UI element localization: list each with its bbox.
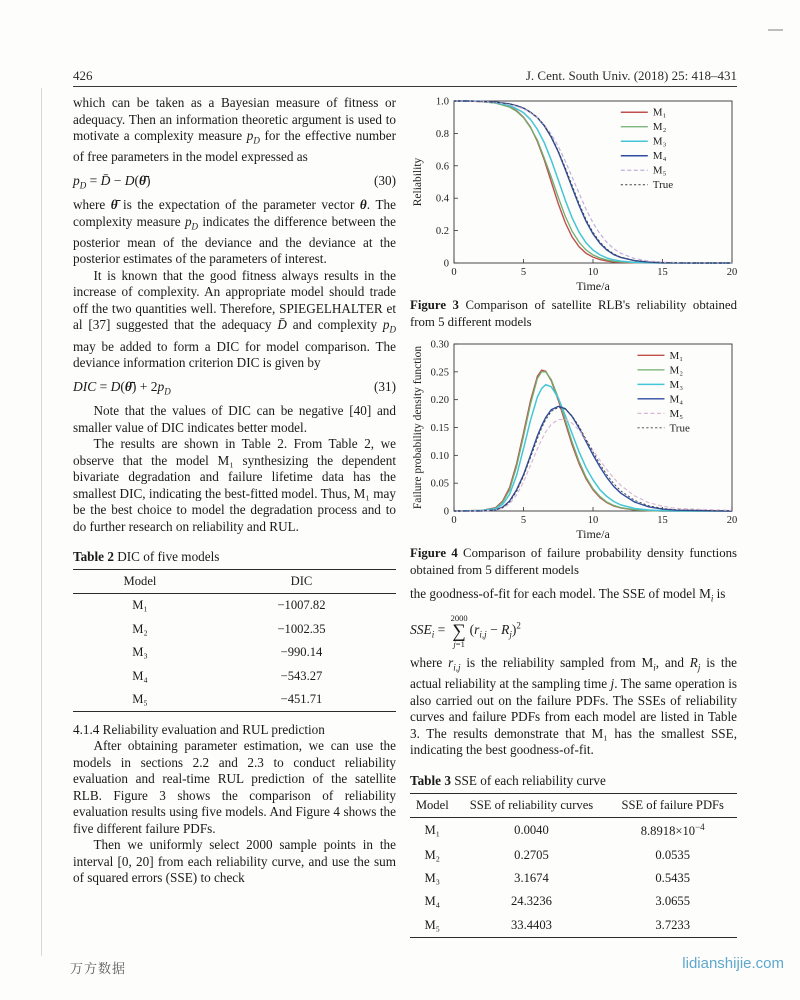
table-cell: M₄ [132, 668, 148, 683]
table-cell: −1002.35 [277, 621, 326, 636]
table-row [410, 843, 737, 866]
paragraph: It is known that the good fitness always results in the increase of complexity. An appropriate model should trade off the two quantities well. Therefore, SPIEGELHALTER et al [37] suggested that the adequacy D̄ and complexity $p_D$ may be added to form a DIC for model comparison. The deviance information criterion DIC is given by [73, 267, 396, 371]
table-cell: M₄ [424, 894, 441, 909]
equation-body: $p_D$ = D̄ − D(θ̄) [73, 172, 151, 191]
table3-title: Table 3 SSE of each reliability curve [410, 772, 606, 788]
svg-text:0: 0 [451, 267, 457, 278]
svg-text:True: True [652, 179, 674, 192]
table-cell: 0.5435 [655, 871, 691, 885]
table-row [73, 641, 396, 664]
table-cell: 3.7233 [655, 917, 691, 932]
table-cell: M₃ [132, 645, 148, 660]
svg-text:0.10: 0.10 [430, 450, 449, 462]
table-cell: 33.4403 [511, 917, 552, 932]
table2 [73, 569, 396, 712]
page-number: 426 [73, 68, 93, 83]
svg-text:15: 15 [657, 267, 668, 278]
table-row [73, 688, 396, 712]
svg-text:0: 0 [443, 258, 449, 270]
figure3-caption: Figure 3 Comparison of satellite RLB's reliability obtained from 5 different models [410, 298, 737, 329]
svg-text:0.4: 0.4 [435, 193, 449, 205]
table-cell: M₃ [424, 871, 441, 885]
svg-text:Time/a: Time/a [576, 527, 610, 541]
svg-text:Failure probability density fu: Failure probability density function [412, 345, 424, 510]
table-cell: M₂ [424, 847, 441, 862]
svg-text:M₄: M₄ [652, 150, 667, 163]
table-cell: −990.14 [280, 645, 323, 660]
svg-text:M₅: M₅ [669, 407, 684, 420]
equation-sse [410, 614, 737, 648]
figure3-chart [410, 95, 740, 295]
equation-number: (31) [374, 379, 396, 395]
table-cell: M₁ [424, 823, 441, 838]
svg-text:M₁: M₁ [652, 106, 667, 119]
svg-text:0.30: 0.30 [430, 339, 449, 351]
table-cell: 3.1674 [514, 871, 549, 885]
svg-text:M₃: M₃ [652, 135, 667, 148]
table-cell: 0.0040 [514, 823, 549, 838]
svg-text:M₅: M₅ [652, 164, 667, 177]
svg-text:10: 10 [587, 267, 599, 278]
sse-body: $(r_{i,j} - R_j)^2$ [469, 620, 521, 640]
table-cell: −543.27 [280, 668, 323, 683]
svg-text:0.6: 0.6 [435, 161, 449, 173]
table-header: SSE of reliability curves [455, 793, 609, 817]
table-cell: −1007.82 [277, 598, 326, 613]
svg-text:Reliability: Reliability [412, 157, 424, 207]
svg-text:0.2: 0.2 [435, 226, 449, 238]
paragraph: the goodness-of-fit for each model. The SSE of model $M_i$ is [410, 586, 726, 604]
table-cell: M₅ [132, 691, 148, 706]
paragraph: where $r_{i,j}$ is the reliability sampled from $M_i$, and $R_j$ is the actual reliability at the sampling time j. The same operation is also carried out on the failure PDFs. The SSEs of reliability curves and failure PDFs from each model are listed in Table 3. The results demonstrate that M₁ has the smallest SSE, indicating the best goodness-of-fit. [410, 655, 738, 758]
svg-text:0.05: 0.05 [430, 478, 449, 490]
svg-text:0.15: 0.15 [430, 423, 449, 434]
table-header: SSE of failure PDFs [608, 793, 737, 817]
svg-text:Time/a: Time/a [576, 279, 610, 293]
svg-text:15: 15 [657, 515, 668, 526]
table-row [73, 618, 396, 641]
left-column [73, 95, 396, 938]
svg-text:5: 5 [520, 515, 527, 526]
equation-30 [73, 173, 396, 191]
svg-text:10: 10 [587, 515, 599, 526]
svg-text:M₂: M₂ [652, 121, 667, 134]
table-cell: M₅ [424, 917, 441, 932]
header-rule [73, 86, 737, 87]
page-header [73, 68, 737, 84]
svg-text:0.20: 0.20 [430, 395, 449, 407]
svg-text:1.0: 1.0 [435, 96, 449, 108]
table-row [410, 890, 737, 913]
svg-text:True: True [669, 422, 690, 435]
table-cell: 3.0655 [655, 894, 691, 909]
svg-text:M₂: M₂ [669, 364, 684, 377]
website-link[interactable]: lidianshijie.com [682, 955, 784, 972]
table-cell: M₁ [132, 598, 148, 613]
table-header: DIC [207, 570, 396, 594]
table-row [410, 817, 737, 843]
table-cell: M₂ [132, 621, 148, 636]
svg-text:5: 5 [520, 267, 527, 278]
svg-text:M₁: M₁ [669, 349, 684, 362]
paragraph: which can be taken as a Bayesian measure of fitness or adequacy. Then an information theoretic argument is used to motivate a complexity measure $p_D$ for the effective number of free parameters in the model expressed as [73, 95, 397, 165]
figure4-chart [410, 338, 740, 543]
equation-31 [73, 379, 396, 397]
table-cell: $8.8918\times 10^{-4}$ [640, 822, 705, 839]
svg-text:0.8: 0.8 [435, 128, 449, 140]
table-cell: 24.3236 [511, 894, 552, 909]
right-column [410, 95, 737, 938]
table-row [73, 594, 396, 618]
paragraph: After obtaining parameter estimation, we can use the models in sections 2.2 and 2.3 to conduct reliability evaluation and real-time RUL prediction of the satellite RLB. Figure 3 shows the comparison of reliability evaluation results using five models. And Figure 4 shows the five different failure PDFs. [73, 738, 396, 836]
table-row [73, 664, 396, 687]
section-heading: 4.1.4 Reliability evaluation and RUL prediction [73, 722, 325, 738]
svg-text:20: 20 [726, 515, 738, 526]
svg-text:20: 20 [726, 267, 738, 278]
paragraph: Then we uniformly select 2000 sample points in the interval [0, 20] from each reliability curve, and use the sum of squared errors (SSE) to check [73, 837, 396, 886]
page-content [73, 95, 737, 938]
svg-text:M₃: M₃ [669, 378, 684, 391]
paragraph: where θ̄ is the expectation of the parameter vector θ. The complexity measure $p_D$ indicates the difference between the posterior mean of the deviance and the deviance at the posterior estimates of the parameters of interest. [73, 197, 396, 267]
paragraph: Note that the values of DIC can be negative [40] and smaller value of DIC indicates better model. [73, 403, 396, 435]
equation-body: DIC = D(θ̄) + $2p_D$ [73, 378, 171, 397]
summation-symbol: 2000 ∑ j=1 [450, 613, 468, 649]
table-header: Model [410, 793, 455, 817]
table3 [410, 793, 737, 938]
table-cell: −451.71 [280, 691, 323, 706]
table-row [410, 867, 737, 890]
paragraph: The results are shown in Table 2. From Table 2, we observe that the model M₁ synthesizing the dependent bivariate degradation and failure lifetime data has the smallest DIC, indicating the best-fitted model. Thus, M₁ may be the best choice to model the degradation process and to do further research on reliability and RUL. [73, 436, 396, 534]
table-header: Model [73, 570, 207, 594]
svg-text:M₄: M₄ [669, 393, 684, 406]
sse-lhs: $SSE_i$ = [410, 622, 449, 640]
corner-mark [768, 29, 783, 31]
svg-text:0.25: 0.25 [430, 367, 449, 379]
svg-text:0: 0 [451, 515, 457, 526]
equation-number: (30) [374, 173, 396, 189]
page-edge-line [41, 88, 42, 956]
table2-title: Table 2 DIC of five models [73, 549, 220, 565]
watermark-text: 万方数据 [70, 961, 127, 976]
table-cell: 0.2705 [514, 847, 549, 862]
svg-text:0: 0 [443, 506, 449, 518]
journal-title: J. Cent. South Univ. (2018) 25: 418–431 [525, 68, 737, 83]
equation-body [410, 614, 737, 648]
table-cell: 0.0535 [655, 847, 691, 862]
table-row [410, 914, 737, 938]
figure4-caption: Figure 4 Comparison of failure probability density functions obtained from 5 different models [410, 546, 737, 577]
